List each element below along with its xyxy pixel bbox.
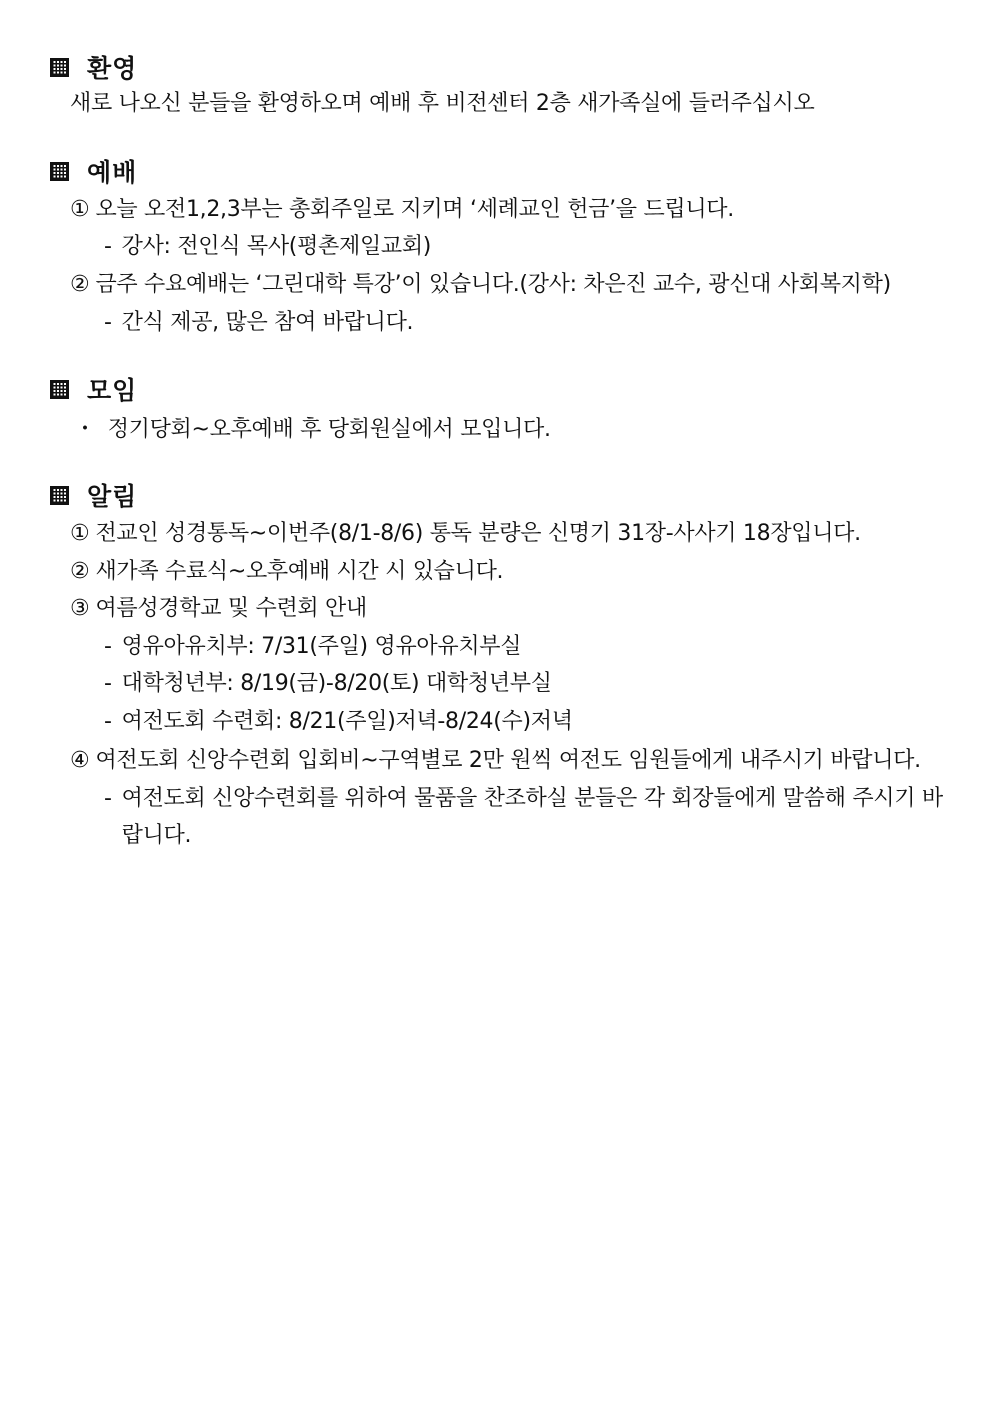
dash-marker: -	[104, 671, 112, 696]
section-heading-meeting	[50, 371, 137, 407]
worship-item-1	[70, 195, 734, 225]
worship-item-2-sub	[104, 308, 413, 338]
notice-item-3-sub-3	[104, 707, 573, 737]
dash-marker: -	[104, 234, 112, 259]
worship-heading: 예배	[87, 158, 138, 187]
item-text: 오늘 오전1,2,3부는 총회주일로 지키며 ‘세례교인 헌금’을 드립니다.	[95, 197, 734, 222]
item-marker: ②	[70, 559, 90, 584]
sub-text: 간식 제공, 많은 참여 바랍니다.	[121, 310, 414, 335]
worship-item-2	[70, 270, 891, 300]
sub-text: 여전도회 신앙수련회를 위하여 물품을 찬조하실 분들은 각 회장들에게 말씀해 주시기 바랍니다.	[121, 786, 943, 848]
item-marker: ・	[74, 417, 96, 442]
worship-item-1-sub	[104, 232, 431, 262]
notice-item-4-sub	[104, 784, 944, 854]
notice-item-3-sub-2	[104, 669, 552, 699]
item-text: 전교인 성경통독~이번주(8/1-8/6) 통독 분량은 신명기 31장-사사기 18장입니다.	[95, 521, 861, 546]
meeting-heading: 모임	[87, 376, 138, 405]
welcome-heading: 환영	[87, 54, 138, 83]
notice-item-2	[70, 557, 503, 587]
item-text: 새가족 수료식~오후예배 시간 시 있습니다.	[95, 559, 504, 584]
section-heading-welcome	[50, 49, 137, 85]
notice-item-4	[70, 746, 921, 776]
section-heading-worship	[50, 153, 137, 189]
sub-text: 강사: 전인식 목사(평촌제일교회)	[121, 234, 432, 259]
square-bullet-icon	[50, 58, 69, 77]
notice-item-3-sub-1	[104, 632, 521, 662]
section-heading-notice	[50, 477, 137, 513]
item-marker: ③	[70, 596, 90, 621]
item-marker: ①	[70, 521, 90, 546]
item-marker: ②	[70, 272, 90, 297]
item-text: 여전도회 신앙수련회 입회비~구역별로 2만 원씩 여전도 임원들에게 내주시기 바랍니다.	[95, 748, 921, 773]
dash-marker: -	[104, 634, 112, 659]
square-bullet-icon	[50, 162, 69, 181]
square-bullet-icon	[50, 380, 69, 399]
dash-marker: -	[104, 310, 112, 335]
item-text: 금주 수요예배는 ‘그린대학 특강’이 있습니다.(강사: 차은진 교수, 광신대 사회복지학)	[95, 272, 891, 297]
item-marker: ①	[70, 197, 90, 222]
sub-text: 대학청년부: 8/19(금)-8/20(토) 대학청년부실	[121, 671, 552, 696]
item-marker: ④	[70, 748, 90, 773]
meeting-item-1	[74, 415, 551, 445]
square-bullet-icon	[50, 486, 69, 505]
item-text: 정기당회~오후예배 후 당회원실에서 모입니다.	[107, 417, 551, 442]
notice-item-3	[70, 594, 367, 624]
dash-marker: -	[104, 786, 112, 811]
notice-item-1	[70, 519, 861, 549]
sub-text: 여전도회 수련회: 8/21(주일)저녁-8/24(수)저녁	[121, 709, 573, 734]
notice-heading: 알림	[87, 482, 138, 511]
item-text: 여름성경학교 및 수련회 안내	[95, 596, 367, 621]
welcome-text: 새로 나오신 분들을 환영하오며 예배 후 비전센터 2층 새가족실에 들러주십시오	[70, 91, 815, 116]
dash-marker: -	[104, 709, 112, 734]
sub-text: 영유아유치부: 7/31(주일) 영유아유치부실	[121, 634, 522, 659]
